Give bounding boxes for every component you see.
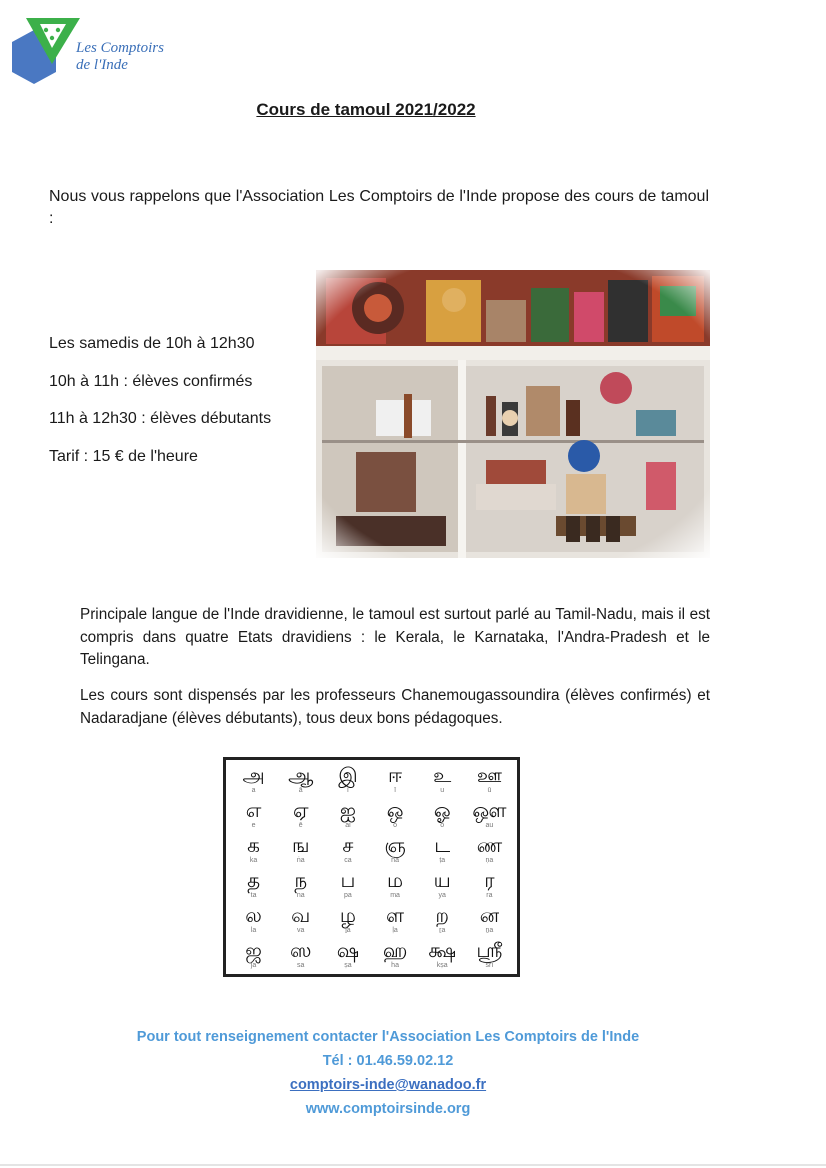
- transliteration: ta: [250, 892, 257, 899]
- tamil-glyph: ஜ: [245, 938, 262, 962]
- alphabet-cell: [230, 867, 277, 902]
- transliteration: e: [251, 822, 256, 829]
- tamil-glyph: ஏ: [292, 798, 309, 822]
- schedule-price: Tarif : 15 € de l'heure: [49, 447, 198, 465]
- alphabet-cell: [277, 832, 324, 867]
- shop-display-photo: [316, 270, 710, 558]
- intro-text: Nous vous rappelons que l'Association Les Comptoirs de l'Inde propose des cours de tamoul :: [49, 188, 709, 227]
- alphabet-cell: [230, 832, 277, 867]
- tamil-glyph: ஊ: [476, 763, 502, 787]
- schedule-block: [49, 333, 271, 483]
- transliteration: la: [250, 927, 257, 934]
- logo-wordmark: [76, 40, 164, 74]
- footer-contact-text: Pour tout renseignement contacter l'Association Les Comptoirs de l'Inde: [136, 1029, 640, 1045]
- transliteration: ha: [391, 962, 399, 969]
- transliteration: ja: [250, 962, 257, 969]
- alphabet-cell: [419, 867, 466, 902]
- transliteration: ma: [390, 892, 400, 899]
- tamil-glyph: ஈ: [388, 763, 403, 787]
- transliteration: ca: [344, 857, 352, 864]
- alphabet-cell: [466, 762, 513, 797]
- transliteration: ṅa: [296, 857, 305, 864]
- transliteration: va: [297, 927, 305, 934]
- association-logo: [10, 16, 170, 88]
- page-title: Cours de tamoul 2021/2022: [256, 100, 476, 119]
- transliteration: pa: [344, 892, 352, 899]
- transliteration: au: [485, 822, 494, 829]
- footer-website[interactable]: www.comptoirsinde.org: [305, 1101, 471, 1117]
- tamil-glyph: உ: [433, 763, 452, 787]
- alphabet-cell: [324, 937, 371, 972]
- alphabet-cell: [230, 762, 277, 797]
- tamil-glyph: ஷ: [336, 938, 360, 962]
- tamil-glyph: ழ: [339, 903, 356, 927]
- tamil-glyph: ஹ: [382, 938, 408, 962]
- transliteration: ṉa: [485, 927, 494, 934]
- tamil-glyph: க: [247, 833, 260, 857]
- alphabet-cell: [419, 832, 466, 867]
- alphabet-cell: [230, 937, 277, 972]
- tamil-glyph: ண: [476, 833, 503, 857]
- tamil-glyph: ஞ: [384, 833, 406, 857]
- alphabet-cell: [372, 867, 419, 902]
- alphabet-cell: [277, 902, 324, 937]
- logo-emblem-icon: [10, 16, 82, 88]
- tamil-glyph: ஐ: [339, 798, 356, 822]
- transliteration: srī: [485, 962, 494, 969]
- alphabet-cell: [324, 797, 371, 832]
- tamil-glyph: ஸ: [290, 938, 312, 962]
- tamil-glyph: ஸ்ரீ: [476, 938, 503, 962]
- footer-contact: [0, 1025, 776, 1121]
- transliteration: ā: [298, 787, 303, 794]
- transliteration: a: [251, 787, 256, 794]
- schedule-advanced: 10h à 11h : élèves confirmés: [49, 372, 253, 390]
- transliteration: ō: [440, 822, 445, 829]
- alphabet-cell: [372, 832, 419, 867]
- transliteration: ḷa: [392, 927, 398, 934]
- alphabet-cell: [372, 762, 419, 797]
- tamil-glyph: ஆ: [288, 763, 314, 787]
- transliteration: u: [440, 787, 445, 794]
- transliteration: o: [393, 822, 398, 829]
- transliteration: ka: [249, 857, 258, 864]
- tamil-glyph: க்ஷ: [428, 938, 457, 962]
- tamil-glyph: ற: [435, 903, 450, 927]
- alphabet-cell: [324, 902, 371, 937]
- alphabet-cell: [466, 902, 513, 937]
- schedule-beginners: 11h à 12h30 : élèves débutants: [49, 410, 272, 427]
- transliteration: i: [347, 787, 349, 794]
- alphabet-cell: [277, 867, 324, 902]
- schedule-days: Les samedis de 10h à 12h30: [49, 335, 255, 352]
- logo-line-2: de l'Inde: [76, 57, 128, 73]
- alphabet-cell: [466, 832, 513, 867]
- alphabet-cell: [466, 867, 513, 902]
- transliteration: ṟa: [439, 927, 446, 934]
- transliteration: ai: [345, 822, 351, 829]
- transliteration: ū: [487, 787, 492, 794]
- tamil-glyph: ப: [340, 868, 356, 892]
- paragraph-language: Principale langue de l'Inde dravidienne, le tamoul est surtout parlé au Tamil-Nadu, mais il est compris dans quatre Etats dravidiens : le Kerala, le Karnataka, l'Andra-Pradesh et le Telingana.: [80, 606, 710, 668]
- tamil-glyph: ந: [294, 868, 308, 892]
- alphabet-cell: [277, 937, 324, 972]
- alphabet-cell: [324, 832, 371, 867]
- footer-email-link[interactable]: comptoirs-inde@wanadoo.fr: [289, 1077, 487, 1093]
- transliteration: ī: [394, 787, 397, 794]
- transliteration: ḻa: [345, 927, 351, 934]
- tamil-glyph: வ: [291, 903, 311, 927]
- alphabet-cell: [419, 762, 466, 797]
- alphabet-cell: [466, 937, 513, 972]
- tamil-glyph: ல: [245, 903, 262, 927]
- paragraph-teachers: Les cours sont dispensés par les professeurs Chanemougassoundira (élèves confirmés) et Nadaradjane (élèves débutants), tous deux bons pédagoques.: [80, 687, 710, 727]
- tamil-glyph: ர: [484, 868, 495, 892]
- transliteration: na: [296, 892, 305, 899]
- transliteration: kṣa: [436, 962, 448, 969]
- transliteration: ṣa: [344, 962, 352, 969]
- tamil-glyph: இ: [338, 763, 358, 787]
- alphabet-cell: [372, 902, 419, 937]
- transliteration: sa: [297, 962, 305, 969]
- tamil-glyph: ஓ: [433, 798, 451, 822]
- logo-line-1: Les Comptoirs: [76, 40, 164, 56]
- tamil-glyph: அ: [242, 763, 265, 787]
- transliteration: ya: [438, 892, 446, 899]
- alphabet-cell: [372, 937, 419, 972]
- tamil-glyph: ஔ: [472, 798, 507, 822]
- tamil-glyph: எ: [245, 798, 262, 822]
- transliteration: ṭa: [439, 857, 446, 864]
- alphabet-cell: [419, 797, 466, 832]
- tamil-glyph: த: [247, 868, 261, 892]
- alphabet-cell: [230, 797, 277, 832]
- alphabet-cell: [372, 797, 419, 832]
- tamil-glyph: ங: [291, 833, 310, 857]
- tamil-glyph: ன: [479, 903, 500, 927]
- tamil-glyph: ச: [342, 833, 354, 857]
- transliteration: ē: [298, 822, 303, 829]
- bottom-divider: [0, 1164, 826, 1166]
- transliteration: ña: [391, 857, 399, 864]
- alphabet-cell: [277, 762, 324, 797]
- alphabet-cell: [466, 797, 513, 832]
- footer-phone: Tél : 01.46.59.02.12: [322, 1053, 454, 1069]
- alphabet-cell: [419, 937, 466, 972]
- transliteration: ṇa: [485, 857, 494, 864]
- tamil-glyph: ஒ: [386, 798, 404, 822]
- alphabet-cell: [324, 867, 371, 902]
- alphabet-cell: [277, 797, 324, 832]
- tamil-glyph: ம: [387, 868, 404, 892]
- alphabet-cell: [230, 902, 277, 937]
- transliteration: ra: [486, 892, 493, 899]
- tamil-glyph: ள: [386, 903, 405, 927]
- tamil-glyph: ய: [433, 868, 451, 892]
- tamil-alphabet-chart: [223, 757, 520, 977]
- alphabet-cell: [324, 762, 371, 797]
- alphabet-cell: [419, 902, 466, 937]
- tamil-glyph: ட: [434, 833, 451, 857]
